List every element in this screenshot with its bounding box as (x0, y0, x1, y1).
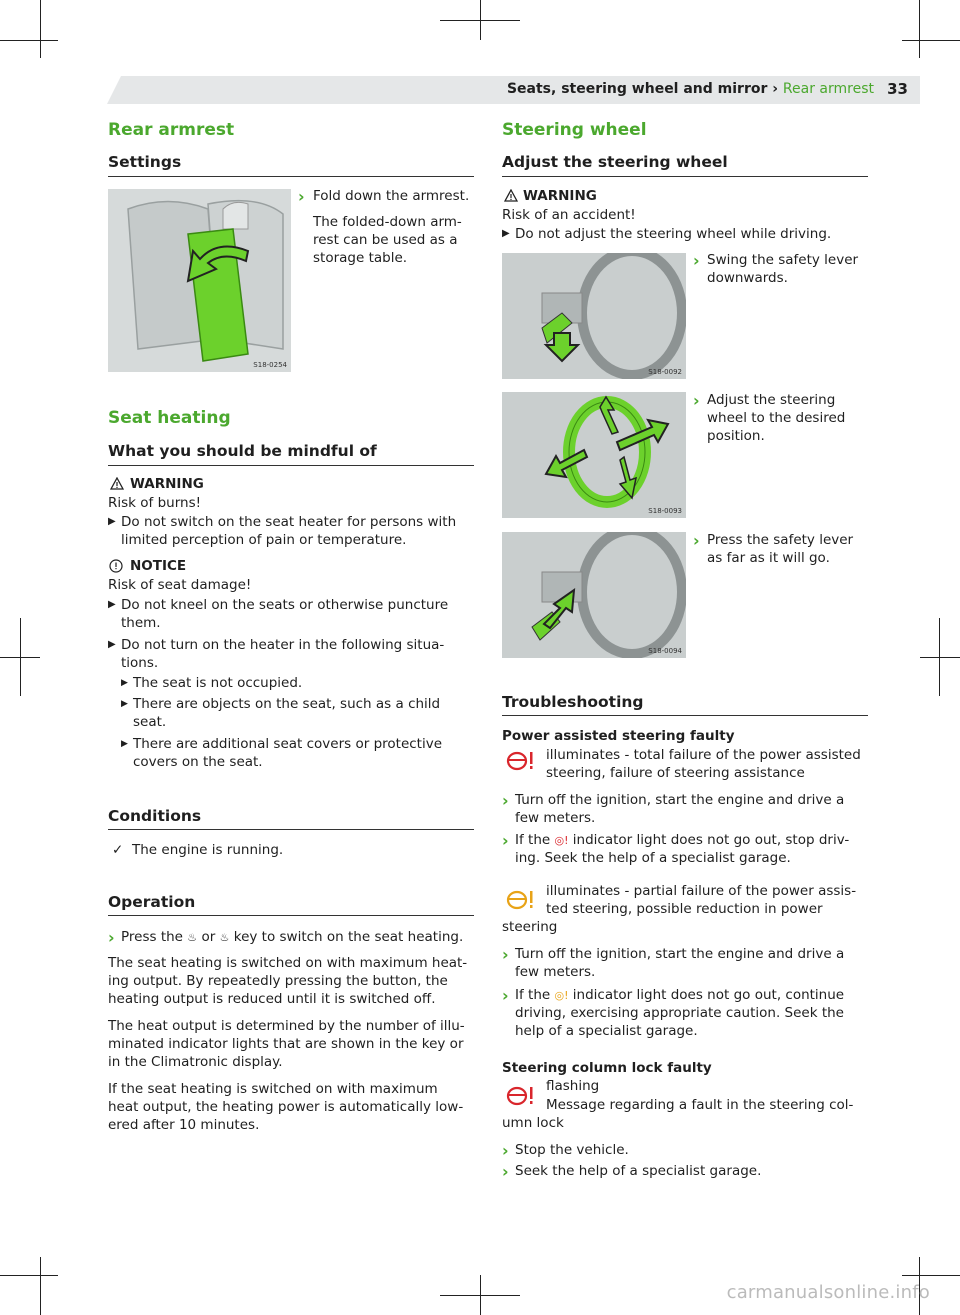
operation-title: Operation (108, 893, 196, 911)
f2-step2-pre: If the (515, 987, 551, 1003)
operation-p1-l1: The seat heating is switched on with maximum heat- (108, 955, 468, 971)
sub-bullet-icon: ▶ (121, 699, 128, 709)
sub-item-3-l2: covers on the seat. (133, 754, 263, 770)
steering-step2-l2: wheel to the desired (707, 410, 846, 426)
f1-step2-l1 (515, 831, 849, 851)
fault1-title: Power assisted steering faulty (502, 728, 735, 744)
f2-step2-l2: driving, exercising appropriate caution. Seek the (515, 1005, 844, 1021)
lock-l3: umn lock (502, 1115, 564, 1131)
rear-armrest-subtitle: Settings (108, 153, 182, 171)
operation-p3-l2: heat output, the heating power is automatically low- (108, 1099, 464, 1115)
warning-text: Risk of burns! (108, 495, 202, 511)
image-label: S18-0093 (648, 507, 682, 515)
image-label: S18-0092 (648, 368, 682, 376)
sub-bullet-icon: ▶ (121, 739, 128, 749)
warning-item-1: Do not switch on the seat heater for persons with (121, 514, 457, 530)
steering-step3-l2: as far as it will go. (707, 550, 830, 566)
step-arrow-icon: › (693, 251, 700, 270)
sub-item-2-l2: seat. (133, 714, 167, 730)
operation-p2-l1: The heat output is determined by the number of illu- (108, 1018, 465, 1034)
operation-p3-l3: ered after 10 minutes. (108, 1117, 260, 1133)
fault1-l2: steering, failure of steering assistance (546, 765, 805, 781)
steering-step1-l1: Swing the safety lever (707, 252, 859, 268)
warning-label: WARNING (130, 476, 204, 492)
warning-text: Risk of an accident! (502, 207, 636, 223)
divider (502, 176, 868, 177)
f2-step2-post: indicator light does not go out, continue (572, 987, 845, 1003)
step-arrow-icon: › (502, 831, 509, 850)
operation-p1-l3: heating output is reduced until it is switched off. (108, 991, 436, 1007)
step-arrow-icon: › (502, 1162, 509, 1181)
f1-step2-pre: If the (515, 832, 551, 848)
lock-l2: Message regarding a fault in the steering col- (546, 1097, 854, 1113)
divider (108, 829, 474, 830)
watermark[interactable]: carmanualsonline.info (726, 1282, 930, 1303)
fault1-l1: illuminates - total failure of the power assisted (546, 747, 861, 763)
armrest-note-1: The folded-down arm- (313, 214, 462, 230)
operation-step-mid: or (201, 929, 216, 945)
rear-armrest-title: Rear armrest (108, 120, 235, 140)
bullet-icon: ▶ (502, 228, 510, 239)
lock-title: Steering column lock faulty (502, 1060, 712, 1076)
steering-title: Steering wheel (502, 120, 647, 140)
lock-step1: Stop the vehicle. (515, 1142, 629, 1158)
divider (108, 176, 474, 177)
breadcrumb-separator: › (772, 81, 779, 97)
troubleshooting-title: Troubleshooting (502, 693, 644, 711)
checkmark-icon: ✓ (112, 842, 124, 858)
operation-step-pre: Press the (121, 929, 183, 945)
steering-lock-red-icon (505, 1085, 535, 1107)
step-arrow-icon: › (502, 1141, 509, 1160)
steering-warning-red-icon (505, 750, 535, 772)
fault2-l1: illuminates - partial failure of the power assis- (546, 883, 857, 899)
notice-item1-l1: Do not kneel on the seats or otherwise puncture (121, 597, 449, 613)
sub-item-1: The seat is not occupied. (133, 675, 303, 691)
notice-item2-l1: Do not turn on the heater in the following situa- (121, 637, 445, 653)
steering-image-3 (502, 532, 686, 658)
step-arrow-icon: › (693, 391, 700, 410)
armrest-step: Fold down the armrest. (313, 188, 470, 204)
warning-item: Do not adjust the steering wheel while driving. (515, 226, 832, 242)
armrest-note-3: storage table. (313, 250, 408, 266)
f2-step2-l3: help of a specialist garage. (515, 1023, 698, 1039)
f1-step1-l2: few meters. (515, 810, 596, 826)
steering-illustration-3 (502, 532, 686, 658)
step-arrow-icon: › (502, 986, 509, 1005)
notice-text: Risk of seat damage! (108, 577, 252, 593)
operation-p1-l2: ing output. By repeatedly pressing the button, the (108, 973, 448, 989)
bullet-icon: ▶ (108, 599, 116, 610)
armrest-illustration (108, 189, 291, 372)
conditions-title: Conditions (108, 807, 202, 825)
seat-heating-subtitle: What you should be mindful of (108, 442, 377, 460)
breadcrumb-current[interactable]: Rear armrest (782, 81, 874, 97)
step-arrow-icon: › (298, 187, 305, 206)
seat-heating-title: Seat heating (108, 408, 231, 428)
operation-p3-l1: If the seat heating is switched on with maximum (108, 1081, 438, 1097)
steering-subtitle: Adjust the steering wheel (502, 153, 728, 171)
divider (108, 465, 474, 466)
operation-step-post: key to switch on the seat heating. (233, 929, 464, 945)
steering-red-inline-icon: ◎! (554, 834, 569, 847)
notice-item2-l2: tions. (121, 655, 159, 671)
breadcrumb-section[interactable]: Seats, steering wheel and mirror (506, 81, 768, 97)
divider (502, 715, 868, 716)
condition-item: The engine is running. (132, 842, 284, 858)
bullet-icon: ▶ (108, 516, 116, 527)
notice-item1-l2: them. (121, 615, 161, 631)
step-arrow-icon: › (693, 531, 700, 550)
sub-item-3-l1: There are additional seat covers or protective (133, 736, 443, 752)
seat-heat-left-icon: ♨ (187, 931, 198, 944)
fault2-l2: ted steering, possible reduction in power (546, 901, 823, 917)
step-arrow-icon: › (502, 945, 509, 964)
breadcrumb (507, 81, 874, 97)
operation-step (121, 928, 463, 948)
f1-step2-post: indicator light does not go out, stop driv- (572, 832, 850, 848)
notice-info-icon (109, 559, 123, 573)
lock-step2: Seek the help of a specialist garage. (515, 1163, 762, 1179)
step-arrow-icon: › (108, 928, 115, 947)
image-label: S18-0254 (253, 361, 287, 369)
f2-step1-l2: few meters. (515, 964, 596, 980)
step-arrow-icon: › (502, 791, 509, 810)
f2-step1-l1: Turn off the ignition, start the engine and drive a (515, 946, 845, 962)
lock-l1: flashing (546, 1078, 600, 1094)
sub-bullet-icon: ▶ (121, 678, 128, 688)
warning-item-2: limited perception of pain or temperature. (121, 532, 407, 548)
steering-illustration-2 (502, 392, 686, 518)
steering-step1-l2: downwards. (707, 270, 788, 286)
armrest-note-2: rest can be used as a (313, 232, 458, 248)
page-number: 33 (887, 80, 908, 98)
f2-step2-l1 (515, 986, 844, 1006)
warning-label: WARNING (523, 188, 597, 204)
notice-label: NOTICE (130, 558, 187, 574)
warning-triangle-icon (110, 477, 124, 490)
steering-image-2 (502, 392, 686, 518)
steering-step2-l1: Adjust the steering (707, 392, 836, 408)
operation-p2-l2: minated indicator lights that are shown in the key or (108, 1036, 464, 1052)
steering-step3-l1: Press the safety lever (707, 532, 854, 548)
seat-heat-right-icon: ♨ (219, 931, 230, 944)
armrest-image (108, 189, 291, 372)
warning-triangle-icon (504, 189, 518, 202)
sub-item-2-l1: There are objects on the seat, such as a child (133, 696, 441, 712)
bullet-icon: ▶ (108, 639, 116, 650)
steering-amber-inline-icon: ◎! (554, 989, 569, 1002)
divider (108, 915, 474, 916)
steering-illustration-1 (502, 253, 686, 379)
steering-step2-l3: position. (707, 428, 765, 444)
fault2-l3: steering (502, 919, 558, 935)
f1-step1-l1: Turn off the ignition, start the engine and drive a (515, 792, 845, 808)
f1-step2-l2: ing. Seek the help of a specialist garage. (515, 850, 791, 866)
steering-warning-amber-icon (505, 889, 535, 911)
steering-image-1 (502, 253, 686, 379)
image-label: S18-0094 (648, 647, 682, 655)
operation-p2-l3: in the Climatronic display. (108, 1054, 283, 1070)
